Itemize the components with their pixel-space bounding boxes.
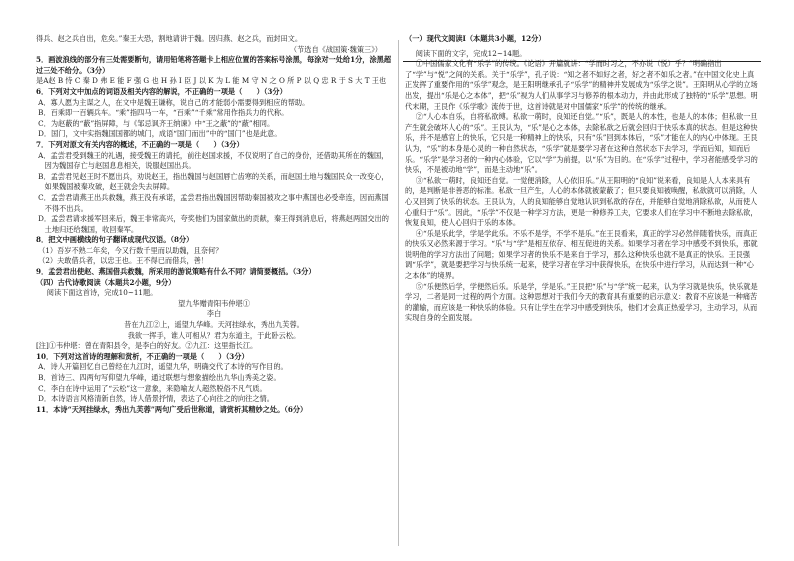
left-line: 得兵、赵之兵自出，危矣。”秦王大恐，割地请讲于魏。因归燕、赵之兵，而封田文。 bbox=[36, 34, 303, 43]
left-line: （2）夫敢借兵者，以忠王也。王不得已而借兵，善！ bbox=[38, 256, 209, 266]
left-line: C．为赵蔽的“蔽”指屏障，与《邹忌讽齐王纳谏》中“王之蔽”的“蔽”相同。 bbox=[38, 118, 275, 128]
left-line: A．诗人开篇回忆自己曾经在九江时，遥望九华，明确交代了本诗的写作目的。 bbox=[38, 362, 288, 372]
right-column bbox=[405, 34, 760, 324]
left-line: D．国门，文中实指魏国国都的城门，成语“国门而出”中的“国门”也是此意。 bbox=[38, 129, 282, 139]
left-line: 5．画波浪线的部分有三处需要断句，请用铅笔将答题卡上相应位置的答案标号涂黑，每涂对一处给1分，涂黑超过三处不给分。（3分） bbox=[36, 55, 392, 75]
left-line: C．孟尝君请燕王出兵救魏，燕王没有承诺，孟尝君指出魏国因帮助秦国被攻之事中燕国也必受牵连，因而燕国不得不出兵。 bbox=[38, 192, 389, 213]
left-line: 阅读下面这首诗，完成10~11题。 bbox=[46, 288, 158, 298]
left-line: 望九华赠青阳韦仲堪① bbox=[178, 298, 250, 308]
left-line: 8．把文中画横线的句子翻译成现代汉语。（8分） bbox=[36, 235, 194, 245]
left-line: （节选自《战国策·魏策三》） bbox=[289, 44, 382, 54]
left-line: A．寡人愿为主谋之人，在文中是魏王谦称，说自己的才能弱小需要得到相应的帮助。 bbox=[38, 97, 310, 107]
left-line: （1）吾岁不熟二年矣，今又行数千里而以助魏，且奈何？ bbox=[38, 245, 223, 255]
column-divider bbox=[398, 40, 399, 546]
right-line: ②“人心本自乐，自将私欲缚。私欲一萌时，良知还自觉。”“乐”，既是人的本性，也是人的本体；但私欲一旦产生就会破坏人心的“乐”。王艮认为，“乐”是心之本体，去除私欲之后就会回归于快乐本真的状态。但是这种快乐，并不是感官上的快乐，它只是一种精神上的快乐，只有“乐”回到本体后，“乐”才能在人的内心中体现。王艮认为，“乐”的本身是心灵的一种自然状态，“乐学”就是要学习者在这种自然状态下去学习，学而后知，知而后乐。“乐学”是学习者的一种内心体验，它以“学”为前提，以“乐”为目的。在“乐学”过程中，学习者能感受学习的快乐，不是被动地“学”，而是主动地“乐”。 bbox=[405, 112, 758, 175]
left-line: [注]①韦仲堪：曾在青阳县令，是李白的好友。②九江：这里指长江。 bbox=[36, 341, 258, 351]
right-line: ④“乐是乐此学，学是学此乐。不乐不是学，不学不是乐。”在王艮看来，真正的学习必然伴随着快乐，而真正的快乐又必然来源于学习。“乐”与“学”是相互依存、相互促进的关系。如果学习者在学习中感受不到快乐，那就说明他的学习方法出了问题；如果学习者的快乐不是来自于学习，那么这种快乐也就不是真正的快乐。王艮强调“乐学”，就是要把学习与快乐统一起来，使学习者在学习中获得快乐，在快乐中进行学习，从而达到一种“心之本体”的境界。 bbox=[405, 228, 758, 281]
left-line: B．百乘即一百辆兵车。“乘”指四马一车，“百乘”“千乘”常用作指兵力的代称。 bbox=[38, 108, 289, 118]
left-line: 李白 bbox=[206, 309, 222, 319]
left-line: D．本诗语言风格清新自然，诗人借景抒情，表达了心向往之的向往之情。 bbox=[38, 394, 274, 404]
left-column bbox=[36, 34, 392, 415]
left-line: C．李白在诗中运用了“云松”这一意象，来隐喻友人超然脱俗不凡气质。 bbox=[38, 383, 267, 393]
right-line: ①中国儒家文化有“乐学”的传统。《论语》开篇就讲：“学而时习之，不亦说（悦）乎？”明确指出了“学”与“悦”之间的关系。关于“乐学”，孔子说：“知之者不如好之者，好之者不如乐之者。”在中国文化史上真正发挥了重要作用的“乐学”观念，是王阳明继承孔子“乐学”的精神并发展成为“乐学之说”。王阳明从心学的立场出发，提出“乐是心之本体”，把“乐”视为人们从事学习与修养的根本动力，并由此形成了独特的“乐学”思想。明代末期，王艮作《乐学歌》流传于世，这首诗就是对中国儒家“乐学”的传统的继承。 bbox=[405, 59, 758, 111]
left-line: 我欲一挥手，谁人可相从？君为东道主，于此卧云松。 bbox=[127, 330, 301, 340]
left-line: B．首诗三、四两句写仰望九华峰，通过联想与想象描绘出九华山秀美之姿。 bbox=[38, 373, 281, 382]
left-line: 昔在九江②上，遥望九华峰。天河挂绿水，秀出九芙蓉。 bbox=[124, 320, 304, 330]
left-line: 是A赵 B 恃 C 秦 D 弗 E 能 F 强 G 也 H 孙 I 臣 J 以 K 为 L 能 M 守 N 之 O 所 P 以 Q 忠 R 于 S 大 T 王也 bbox=[36, 76, 387, 86]
left-line: 9．孟尝君出使赵、燕国借兵救魏，所采用的游说策略有什么不同？请简要概括。（3分） bbox=[36, 267, 316, 277]
left-line: B．孟尝君见赵王时不愿出兵，劝说赵王，指出魏国与赵国唇亡齿寒的关系，而赵国土地与魏国民众一改变心，如果魏国被秦攻破，赵王就会失去屏障。 bbox=[38, 171, 389, 192]
left-line: 6．下列对文中加点的词语及相关内容的解说，不正确的一项是（ ）（3分） bbox=[36, 86, 287, 96]
left-line: A．孟尝君受到魏王的礼遇，接受魏王的请托，前往赵国求援，不仅说明了自己的身份，还借助其所在的魏国，因为魏国存亡与赵国息息相关，说服赵国出兵。 bbox=[38, 150, 389, 171]
right-line: ③“私欲一萌时，良知还自觉。一觉便消除，人心依旧乐。”从王阳明的“良知”说来看，良知是人人本来具有的，是判断是非善恶的标准。私欲一旦产生，人心的本体就被蒙蔽了；但只要良知被唤醒，私欲就可以消除，人心又回到了快乐的状态。王艮认为，人的良知能够自觉地认识到私欲的存在，并能够自觉地消除私欲，从而使人心重归于“乐”。因此，“乐学”不仅是一种学习方法，更是一种修养工夫，它要求人们在学习中不断地去除私欲，恢复良知，使人心回归于乐的本体。 bbox=[405, 175, 758, 228]
left-line: 7．下列对原文有关内容的概述，不正确的一项是（ ）（3分） bbox=[36, 139, 244, 149]
right-line: ⑤“乐便然后学，学便然后乐。乐是学，学是乐。”王艮把“乐”与“学”统一起来，认为学习就是快乐，快乐就是学习，二者是同一过程的两个方面。这种思想对于我们今天的教育具有重要的启示意义：教育不应该是一种痛苦的灌输，而应该是一种快乐的体验。只有让学生在学习中感受到快乐，他们才会真正热爱学习，主动学习，从而实现自身的全面发展。 bbox=[405, 281, 758, 323]
left-line: （四）古代诗歌阅读（本题共2小题，9分） bbox=[36, 277, 176, 287]
left-line: 10．下列对这首诗的理解和赏析，不正确的一项是（ ）（3分） bbox=[36, 351, 249, 361]
section-title: （一）现代文阅读Ⅰ（本题共3小题，12分） bbox=[405, 34, 546, 43]
left-line: D．孟尝君请求援军回来后，魏王非常高兴，夸奖他们为国家做出的贡献，秦王得到消息后，将燕赵两国交出的土地归还给魏国，收回秦军。 bbox=[38, 214, 389, 234]
left-line: 11．本诗“天河挂绿水，秀出九芙蓉”两句广受后世称道，请赏析其精妙之处。（6分） bbox=[36, 404, 308, 414]
right-line: 阅读下面的文字，完成12~14题。 bbox=[415, 48, 527, 58]
